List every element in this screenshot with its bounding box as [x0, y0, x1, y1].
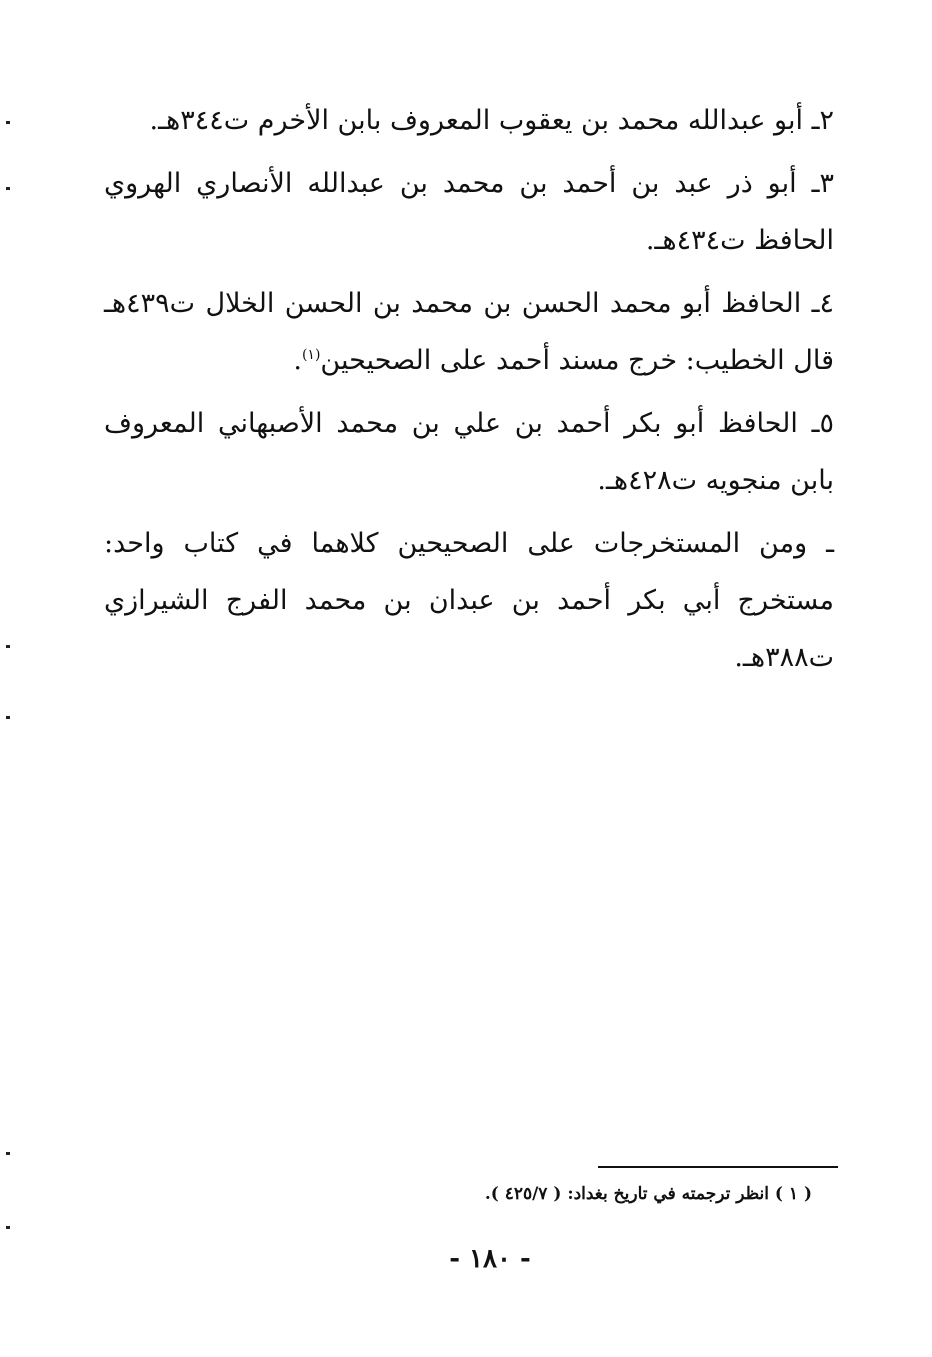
- paragraph-combined-extractions: ـ ومن المستخرجات على الصحيحين كلاهما في كتاب واحد: مستخرج أبي بكر أحمد بن عبدان بن محمد الفرج الشيرازي ت٣٨٨هـ.: [104, 528, 834, 673]
- paragraph-4: [104, 275, 834, 389]
- main-text: [104, 92, 834, 692]
- scan-margin-mark: [6, 121, 10, 124]
- paragraph-4-tail: .: [293, 345, 302, 376]
- paragraph-2: ٢ـ أبو عبدالله محمد بن يعقوب المعروف بابن الأخرم ت٣٤٤هـ.: [149, 105, 834, 136]
- scan-margin-mark: [6, 716, 10, 719]
- scan-margin-mark: [6, 187, 10, 190]
- footnote-reference: (١): [301, 347, 321, 363]
- scan-margin-mark: [6, 645, 10, 648]
- paragraph-3: ٣ـ أبو ذر عبد بن أحمد بن محمد بن عبدالله الأنصاري الهروي الحافظ ت٤٣٤هـ.: [104, 168, 834, 256]
- paragraph-4-text: ٤ـ الحافظ أبو محمد الحسن بن محمد بن الحسن الخلال ت٤٣٩هـ قال الخطيب: خرج مسند أحمد على الصحيحين: [104, 288, 834, 376]
- paragraph-5: ٥ـ الحافظ أبو بكر أحمد بن علي بن محمد الأصبهاني المعروف بابن منجويه ت٤٢٨هـ.: [104, 408, 834, 496]
- scan-margin-mark: [6, 1152, 10, 1155]
- footnote-separator: [598, 1166, 838, 1168]
- page-number: - ١٨٠ -: [449, 1244, 531, 1274]
- scan-margin-mark: [6, 1226, 10, 1229]
- footnote: ( ١ ) انظر ترجمته في تاريخ بغداد: ( ٤٢٥/٧ ).: [484, 1184, 812, 1204]
